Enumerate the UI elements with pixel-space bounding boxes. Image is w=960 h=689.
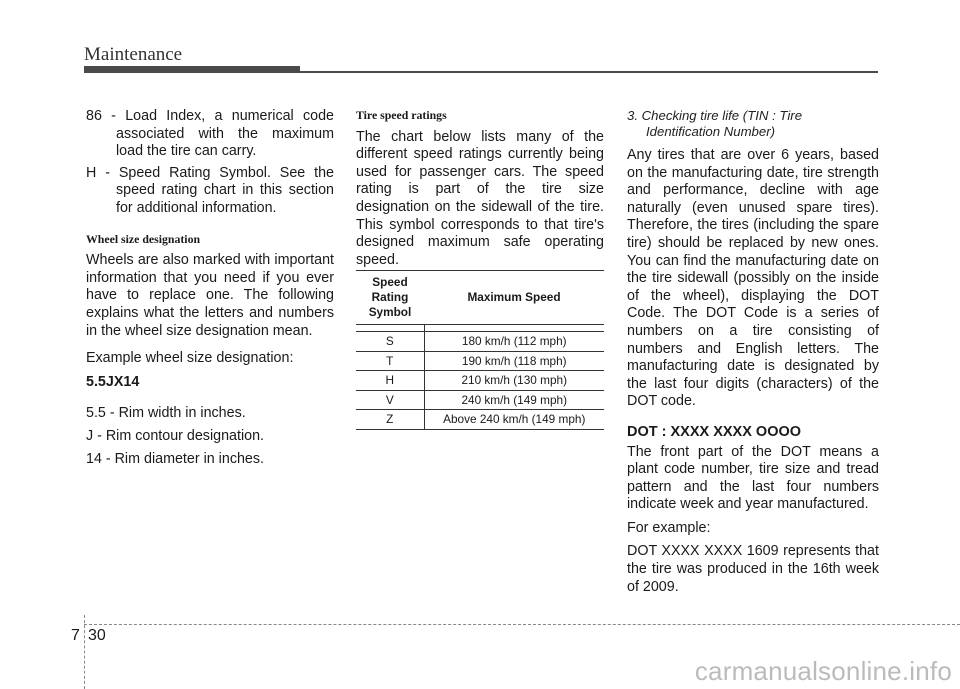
tire-speed-paragraph: The chart below lists many of the different speed ratings currently being used for passenger cars. The speed rating is part of the tire size designation on the sidewall of the tire. This symbol corresponds to that tire's designed maximum safe operating speed.	[356, 128, 604, 268]
table-row	[356, 332, 604, 352]
dot-example-paragraph: DOT XXXX XXXX 1609 represents that the tire was produced in the 16th week of 2009.	[627, 543, 879, 595]
watermark: carmanualsonline.info	[694, 656, 952, 686]
table-row	[356, 351, 604, 371]
max-speed-cell: 210 km/h (130 mph)	[424, 371, 604, 391]
load-index-item: 86 - Load Index, a numerical code associated with the maximum load the tire can carry.	[86, 108, 334, 160]
table-row	[356, 390, 604, 410]
max-speed-cell: 240 km/h (149 mph)	[424, 390, 604, 410]
speed-symbol-cell: V	[356, 390, 424, 410]
page-number: 30	[88, 627, 106, 644]
table-spacer-row	[356, 325, 604, 332]
header-rule-thin	[300, 71, 878, 73]
tire-speed-heading: Tire speed ratings	[356, 108, 447, 122]
speed-symbol-cell: T	[356, 351, 424, 371]
rim-contour-line: J - Rim contour designation.	[86, 427, 264, 444]
table-row	[356, 371, 604, 391]
dot-code-heading: DOT : XXXX XXXX OOOO	[627, 423, 802, 440]
header-title: Maintenance	[84, 44, 183, 65]
table-header-row	[356, 271, 604, 325]
speed-symbol-cell: S	[356, 332, 424, 352]
wheel-size-paragraph: Wheels are also marked with important information that you need if you ever have to replace one. The following explains what the letters and numbers in the wheel size designation mean.	[86, 252, 334, 339]
example-value: 5.5JX14	[86, 373, 140, 390]
column-right	[627, 108, 879, 596]
column-left	[86, 108, 334, 474]
max-speed-header: Maximum Speed	[424, 271, 604, 325]
example-label: Example wheel size designation:	[86, 350, 294, 367]
tire-life-paragraph: Any tires that are over 6 years, based on the manufacturing date, tire strength and performance, decline with age naturally (even unused spare tires). Therefore, the tires (including the spare tire) should be replaced by new ones. You can find the manufacturing date on the tire sidewall (possibly on the inside of the wheel), displaying the DOT Code. The DOT Code is a series of numbers on a tire consisting of numbers and English letters. The manufacturing date is designated by the last four digits (characters) of the DOT code.	[627, 147, 879, 410]
wheel-size-heading: Wheel size designation	[86, 231, 201, 246]
column-middle	[356, 108, 604, 269]
footer-divider	[84, 615, 85, 689]
max-speed-cell: Above 240 km/h (149 mph)	[424, 410, 604, 430]
speed-symbol-cell: Z	[356, 410, 424, 430]
speed-symbol-item: H - Speed Rating Symbol. See the speed rating chart in this section for additional information.	[86, 164, 334, 216]
table-row	[356, 410, 604, 430]
max-speed-cell: 180 km/h (112 mph)	[424, 332, 604, 352]
max-speed-cell: 190 km/h (118 mph)	[424, 351, 604, 371]
rim-diameter-line: 14 - Rim diameter in inches.	[86, 450, 264, 467]
chapter-number: 7	[71, 627, 80, 644]
tire-life-heading: 3. Checking tire life (TIN : Tire Identification Number)	[627, 108, 803, 139]
speed-symbol-header: Speed Rating Symbol	[356, 271, 424, 325]
dot-explanation-paragraph: The front part of the DOT means a plant code number, tire size and tread pattern and the last four numbers indicate week and year manufactured.	[627, 443, 879, 513]
speed-rating-table	[356, 270, 604, 430]
footer-rule	[84, 624, 960, 625]
speed-symbol-cell: H	[356, 371, 424, 391]
example-label: For example:	[627, 519, 711, 536]
rim-width-line: 5.5 - Rim width in inches.	[86, 405, 246, 422]
header-rule-thick	[84, 66, 300, 73]
